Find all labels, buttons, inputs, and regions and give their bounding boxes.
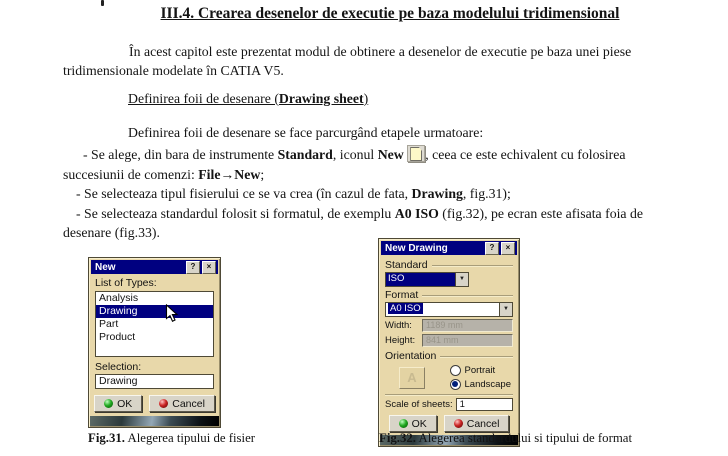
step3-bold-a0iso: A0 ISO [394,205,439,221]
step2-text2: , fig.31); [462,186,511,201]
step1-text: - Se alege, din bara de instrumente [83,147,278,162]
new-document-icon [407,145,425,162]
close-icon[interactable]: × [501,242,515,255]
cancel-sphere-icon [454,419,463,428]
step1-bold-new: New [377,147,404,162]
fig32-label: Fig.32. [379,431,416,445]
new-drawing-dialog [378,238,520,447]
steps-list [63,145,711,243]
intro-paragraph: În acest capitol este prezentat modul de obtinere a desenelor de executie pe baza unei piese tridimensionale modelate în CATIA V5. [63,44,632,78]
page-title: III.4. Crearea desenelor de executie pe baza modelului tridimensional [160,5,620,22]
new-drawing-buttons [385,415,513,432]
fig32-caption [379,431,632,446]
width-row [385,319,513,332]
ok-button-label: OK [117,397,133,410]
close-icon[interactable]: × [202,261,216,274]
format-label: Format [385,289,419,301]
cancel-button-label: Cancel [172,397,205,410]
subheading-prefix: Definirea foii de desenare ( [128,91,279,106]
radio-on-icon[interactable] [450,379,461,390]
viewport-background-strip [90,416,219,426]
step3-text2: (fig.32), pe ecran este afisata foia de [438,205,644,221]
step3-text: - Se selecteaza standardul folosit si formatul, de exemplu [76,205,395,221]
orientation-content [385,363,513,391]
standard-section [385,260,513,271]
dropdown-arrow-icon[interactable]: ▼ [455,273,468,286]
standard-value: ISO [386,273,455,286]
width-label: Width: [385,320,412,331]
dropdown-arrow-icon[interactable]: ▼ [499,303,512,316]
page-glyph [410,147,422,161]
format-combobox[interactable] [385,302,513,317]
help-icon[interactable]: ? [485,242,499,255]
fig31-text: Alegerea tipului de fisier [124,431,256,445]
separator-line [440,356,513,357]
landscape-radio[interactable] [450,377,511,391]
ok-sphere-icon [399,419,408,428]
step1-bold-filenew: File→New [198,166,261,182]
list-item-drawing[interactable]: Drawing [96,305,213,318]
cancel-button-label: Cancel [466,417,500,430]
selection-input[interactable]: Drawing [95,374,214,389]
crop-artifact-mark [101,0,104,6]
subheading-suffix: ) [363,91,369,106]
cancel-button[interactable] [444,415,510,432]
cancel-button[interactable] [149,395,215,412]
cancel-sphere-icon [159,399,168,408]
orientation-preview: A [399,367,425,389]
type-listbox[interactable] [95,291,214,357]
standard-combobox[interactable] [385,272,469,287]
portrait-radio[interactable] [450,363,511,377]
step1-text3: , ceea ce este echivalent cu folosirea [425,147,626,162]
orientation-section [385,351,513,362]
selection-label: Selection: [95,361,142,373]
ok-sphere-icon [104,399,113,408]
separator-line [422,295,513,296]
steps-intro-line: Definirea foii de desenare se face parcurgând etapele urmatoare: [128,125,484,140]
step1-bold-standard: Standard [277,147,333,162]
step3-cont: desenare (fig.33). [63,225,160,240]
format-section [385,290,513,301]
orientation-radios [450,363,511,391]
standard-label: Standard [385,259,428,271]
fig31-caption [88,431,255,446]
height-label: Height: [385,335,416,346]
scale-input[interactable]: 1 [456,398,513,411]
scale-row [385,398,513,411]
step1-text2: , iconul [332,147,378,162]
new-dialog-body [89,274,220,416]
new-dialog-title: New [95,261,116,273]
format-value: A0 ISO [390,303,421,314]
mouse-cursor-icon [165,304,179,324]
radio-off-icon[interactable] [450,365,461,376]
width-field: 1189 mm [422,319,513,332]
list-item-product[interactable]: Product [99,331,136,343]
step1-cont: succesiunii de comenzi: [63,166,199,182]
divider-line [385,394,513,395]
new-drawing-body [379,255,519,435]
portrait-label: Portrait [464,364,496,376]
ok-button-label: OK [411,417,427,430]
height-row [385,334,513,347]
new-dialog-titlebar[interactable] [91,260,218,274]
subheading-bold: Drawing sheet [278,91,364,106]
new-dialog-buttons [95,395,214,412]
step1-cont-end: ; [260,166,265,182]
fig32-text: Alegerea standardului si tipului de format [415,431,633,445]
help-icon[interactable]: ? [186,261,200,274]
height-field: 841 mm [422,334,513,347]
list-item-analysis[interactable]: Analysis [99,292,139,304]
step2-text: - Se selecteaza tipul fisierului ce se va crea (în cazul de fata, [76,186,412,201]
ok-button[interactable] [94,395,142,412]
section-subheading [128,91,368,107]
step2-bold-drawing: Drawing [411,186,463,201]
new-drawing-title: New Drawing [385,242,448,254]
orientation-label: Orientation [385,350,437,362]
scale-label: Scale of sheets: [385,399,453,410]
list-of-types-label: List of Types: [95,277,157,289]
new-dialog [88,257,221,428]
new-drawing-titlebar[interactable] [381,241,517,255]
ok-button[interactable] [389,415,437,432]
separator-line [432,265,513,266]
fig31-label: Fig.31. [88,431,125,445]
list-item-part[interactable]: Part [99,318,119,330]
format-value-wrap [386,303,499,316]
landscape-label: Landscape [464,378,511,390]
subheading-underlined [128,91,368,106]
